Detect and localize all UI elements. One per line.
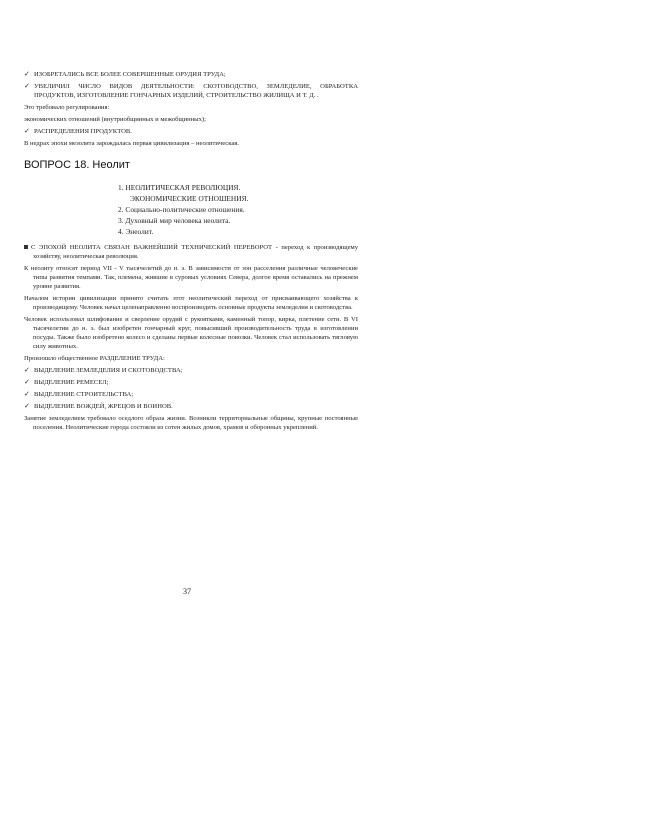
check-item: [24, 402, 358, 411]
paragraph: [24, 243, 358, 261]
check-text: ВЫДЕЛЕНИЕ РЕМЕСЕЛ;: [34, 379, 109, 386]
toc-item: 4. Энеолит.: [118, 227, 154, 236]
square-bullet-icon: [24, 245, 28, 249]
check-text: ИЗОБРЕТАЛИСЬ ВСЕ БОЛЕЕ СОВЕРШЕННЫЕ ОРУДИЯ ТРУДА;: [34, 71, 226, 78]
paragraph: экономических отношений (внутриобщинных и межобщинных);: [24, 116, 206, 123]
table-of-contents: [118, 182, 358, 237]
check-item: [24, 127, 358, 136]
paragraph: Произошло общественное РАЗДЕЛЕНИЕ ТРУДА:: [24, 355, 165, 362]
toc-item: 3. Духовный мир человека неолита.: [118, 216, 231, 225]
check-text: ВЫДЕЛЕНИЕ СТРОИТЕЛЬСТВА;: [34, 391, 134, 398]
check-item: [24, 390, 358, 399]
page-number: 37: [183, 587, 191, 596]
paragraph: Началом истории цивилизации принято считать этот неолитический переход от присваивающего хозяйства к производящему. Человек начал целенаправленно воспроизводить основные продукты земледелия и скотоводства.: [24, 295, 358, 311]
toc-item: 1. НЕОЛИТИЧЕСКАЯ РЕВОЛЮЦИЯ.: [118, 183, 241, 192]
toc-item: 2. Социально-политические отношения.: [118, 205, 245, 214]
paragraph: Это требовало регулирования:: [24, 104, 110, 111]
check-icon: ✓: [24, 127, 30, 135]
check-text: ВЫДЕЛЕНИЕ ВОЖДЕЙ, ЖРЕЦОВ И ВОИНОВ.: [34, 403, 173, 410]
check-icon: ✓: [24, 402, 30, 410]
check-text: ВЫДЕЛЕНИЕ ЗЕМЛЕДЕЛИЯ И СКОТОВОДСТВА;: [34, 367, 183, 374]
check-icon: ✓: [24, 366, 30, 374]
check-icon: ✓: [24, 70, 30, 78]
check-icon: ✓: [24, 390, 30, 398]
toc-item-continued: ЭКОНОМИЧЕСКИЕ ОТНОШЕНИЯ.: [130, 194, 249, 203]
paragraph: К неолиту относят период VII - V тысячелетий до н. э. В зависимости от зон расселения различные человеческие типы развития темпами. Так, племена, жившие в суровых условиях Севера, долгое время оставались на прежнем уровне развития.: [24, 265, 358, 290]
paragraph: Занятие земледелием требовало оседлого образа жизни. Возникли территориальные общины, крупные постоянные поселения. Неолитические города состояли из сотен жилых домов, храмов и оборонных укреплений.: [24, 415, 358, 431]
check-icon: ✓: [24, 82, 30, 90]
check-item: [24, 366, 358, 375]
check-icon: ✓: [24, 378, 30, 386]
paragraph: В недрах эпохи мезолита зарождалась первая цивилизация – неолитическая.: [24, 140, 239, 147]
check-item: [24, 378, 358, 387]
section-heading: ВОПРОС 18. Неолит: [24, 159, 130, 171]
page-content: [24, 70, 358, 435]
check-item: [24, 82, 358, 100]
paragraph: Человек использовал шлифование и сверление орудий с рукоятками, каменный топор, кирка, плетение сети. В VI тысячелетии до н. э. был изобретен гончарный круг, повысивший производительность труда в изготовлении посуды. Также было изобретено колесо и сделаны первые колесные повозки. Человек стал использовать тягловую силу животных.: [24, 316, 358, 350]
check-item: [24, 70, 358, 79]
check-text: УВЕЛИЧИЛ ЧИСЛО ВИДОВ ДЕЯТЕЛЬНОСТИ: СКОТОВОДСТВО, ЗЕМЛЕДЕЛИЕ, ОБРАБОТКА ПРОДУКТОВ, ИЗГОТОВЛЕНИЕ ГОНЧАРНЫХ ИЗДЕЛИЙ, СТРОИТЕЛЬСТВО ЖИЛИЩА И Т. Д. .: [34, 83, 358, 99]
paragraph-text: С ЭПОХОЙ НЕОЛИТА СВЯЗАН ВАЖНЕЙШИЙ ТЕХНИЧЕСКИЙ ПЕРЕВОРОТ - переход к производящему хозяйству, неолитическая революция.: [31, 244, 358, 260]
check-text: РАСПРЕДЕЛЕНИЯ ПРОДУКТОВ.: [34, 128, 132, 135]
